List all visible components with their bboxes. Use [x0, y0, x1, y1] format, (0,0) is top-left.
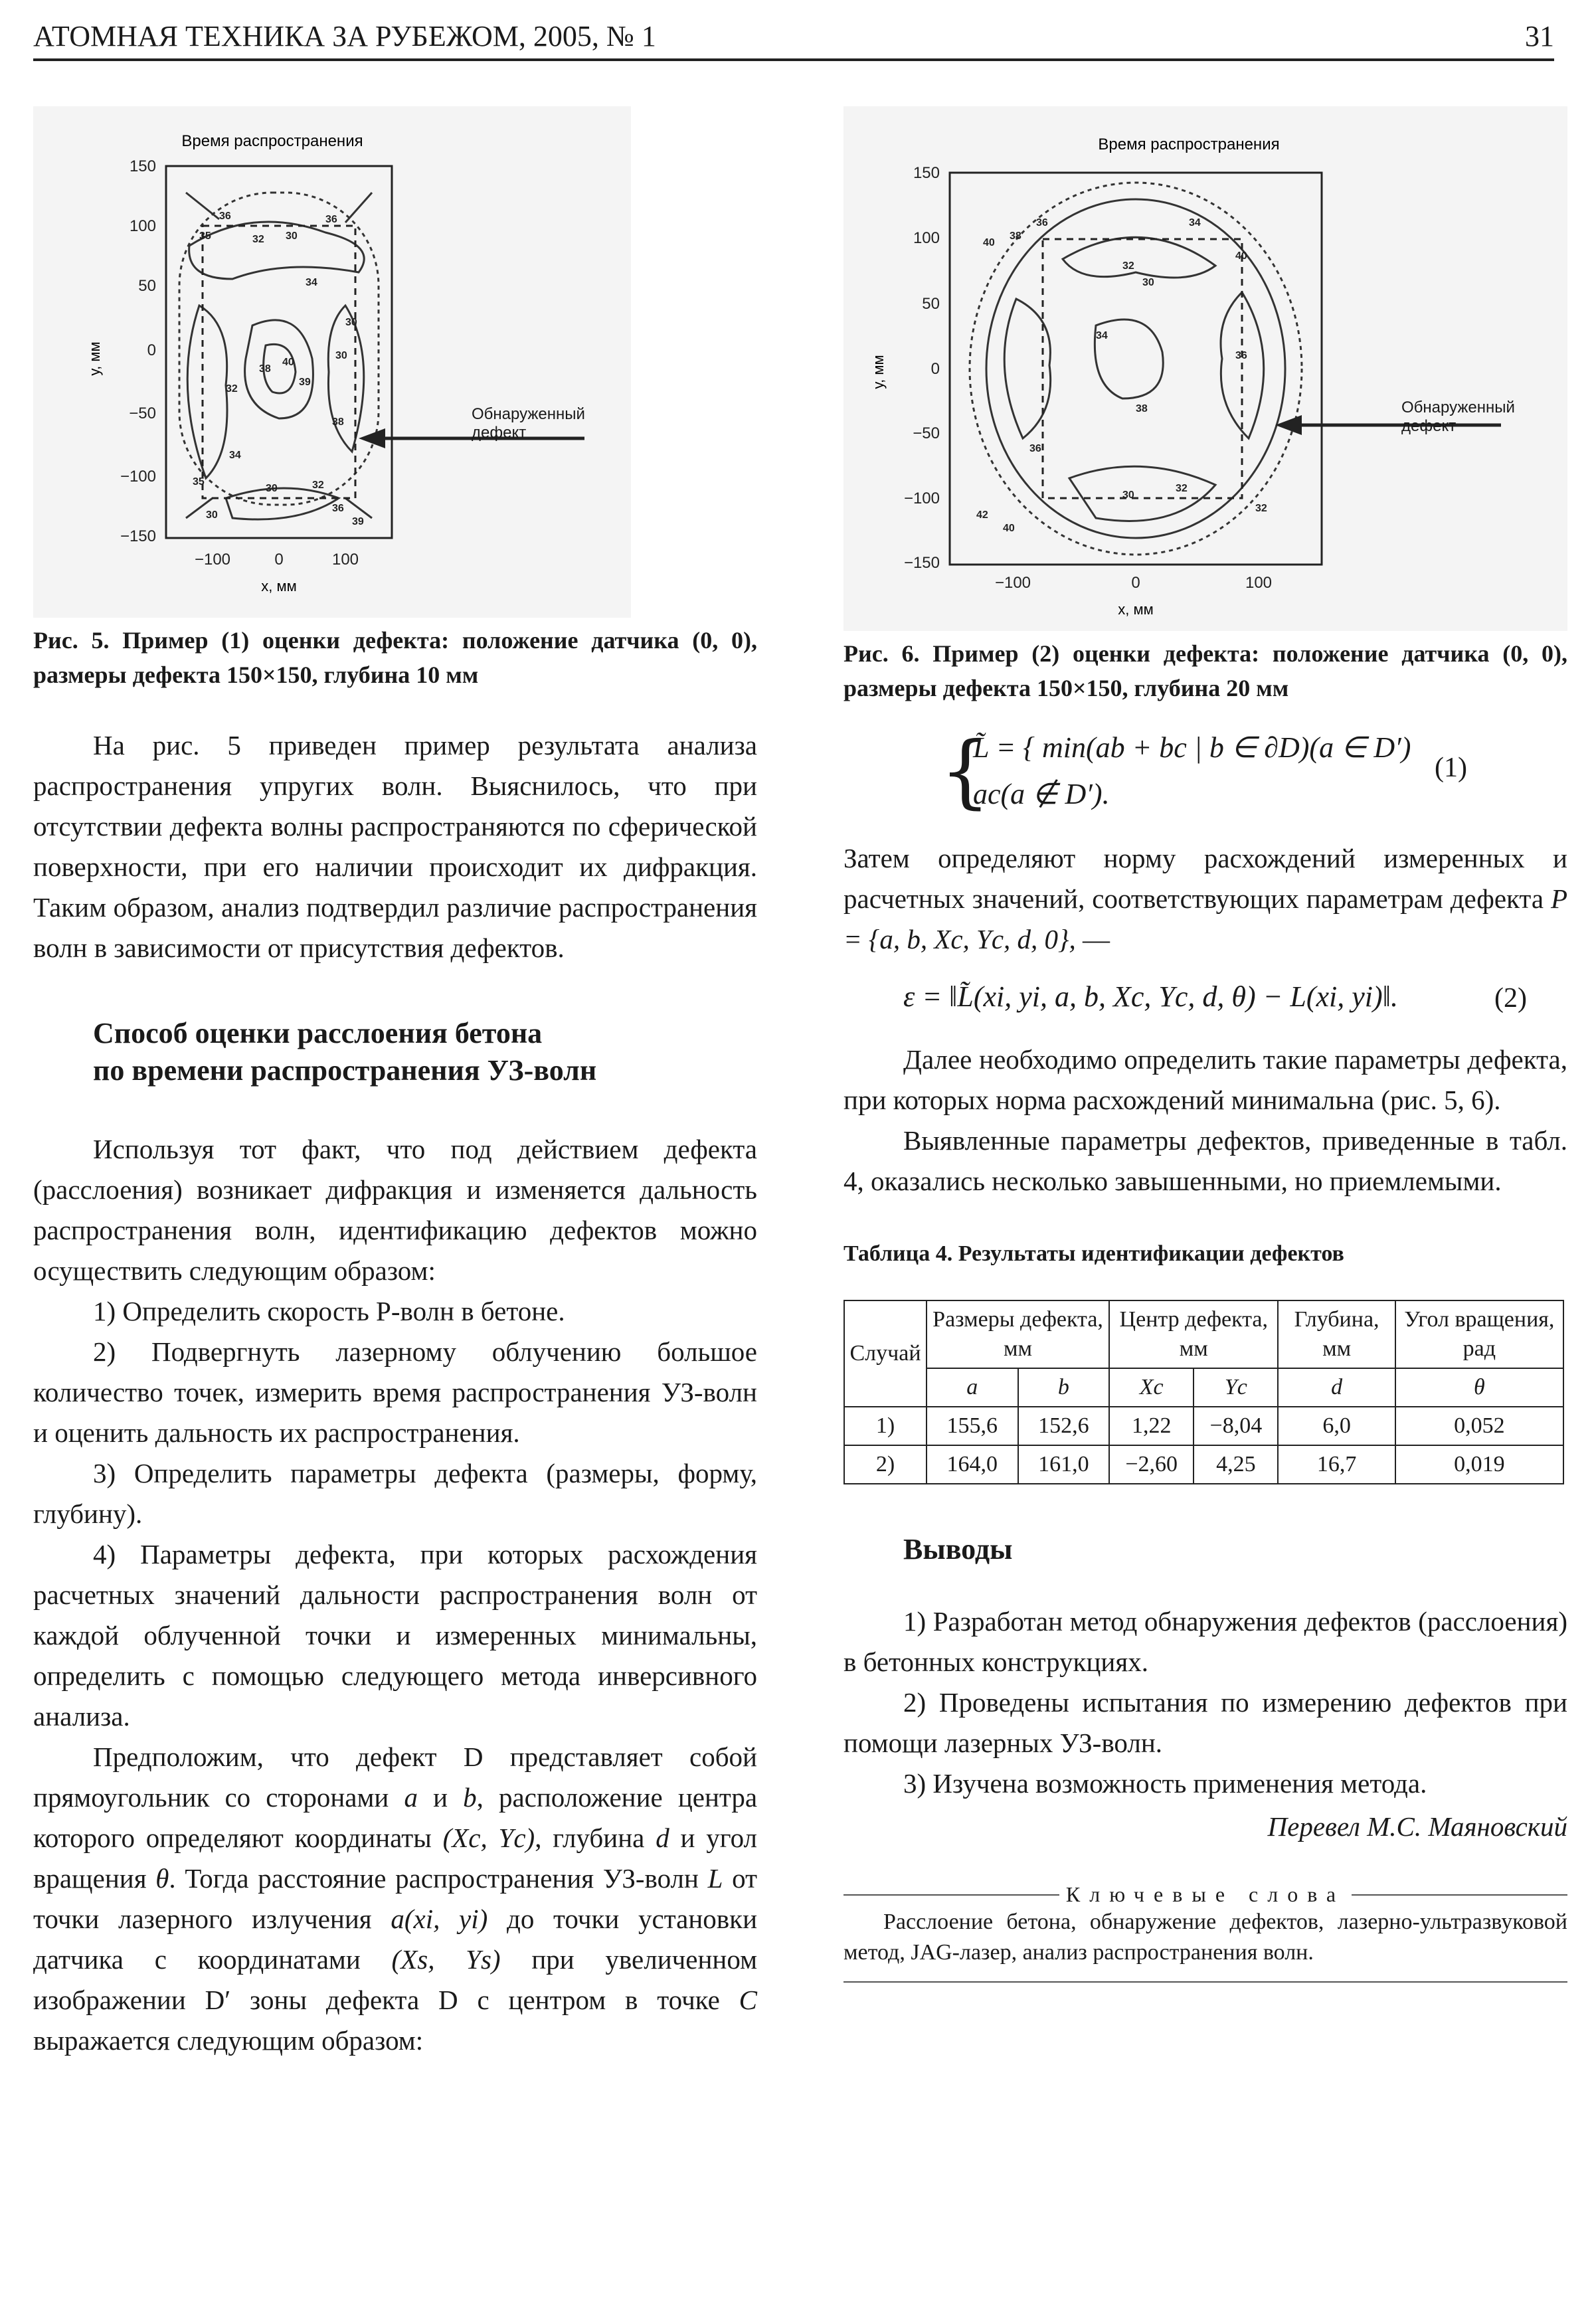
text: , расположение центра которого определяют координаты	[33, 1782, 758, 1853]
var: θ	[155, 1863, 169, 1894]
var: a(xi, yi)	[391, 1904, 488, 1934]
paragraph	[843, 838, 1567, 960]
contour-label: 32	[226, 383, 238, 395]
divider	[1352, 1894, 1567, 1896]
contour-label: 38	[259, 363, 271, 375]
table-caption: Таблица 4. Результаты идентификации дефектов	[843, 1241, 1344, 1266]
y-tick: −50	[913, 424, 940, 442]
x-tick: 100	[331, 551, 359, 569]
text: и	[433, 1782, 448, 1813]
contour-label: 40	[983, 237, 995, 248]
figure-6-caption: Рис. 6. Пример (2) оценки дефекта: положение датчика (0, 0), размеры дефекта 150×150, глубина 20 мм	[843, 640, 1567, 701]
text: до точки установки датчика с координатами	[33, 1904, 758, 1975]
translator-credit: Перевел М.С. Маяновский	[1267, 1811, 1567, 1842]
table-subheader-cell: a	[927, 1368, 1018, 1407]
text: —	[1082, 924, 1110, 954]
table-header-cell: Случай	[844, 1300, 927, 1407]
contour-label: 30	[1142, 277, 1154, 288]
contour-label: 35	[193, 476, 205, 488]
annotation-label: Обнаруженный дефект	[1401, 399, 1515, 435]
keywords-title-row	[843, 1882, 1567, 1907]
contour-label: 40	[282, 357, 294, 368]
formula-2-expression: ε = ‖L̃(xi, yi, a, b, Xc, Yc, d, θ) − L(xi, yi)‖.	[903, 980, 1399, 1013]
paragraph: Далее необходимо определить такие параметры дефекта, при которых норма расхождений минимальна (рис. 5, 6).	[843, 1044, 1567, 1115]
table-cell: 16,7	[1278, 1445, 1395, 1484]
conclusion-item: 2) Проведены испытания по измерению дефектов при помощи лазерных УЗ-волн.	[843, 1687, 1567, 1758]
contour-label: 36	[1029, 443, 1041, 454]
table-cell: 0,019	[1395, 1445, 1563, 1484]
running-header	[33, 13, 1554, 61]
contour-label: 36	[219, 211, 231, 222]
y-tick: −100	[120, 468, 156, 486]
keywords-title: Ключевые слова	[1065, 1882, 1346, 1906]
contour-label: 39	[352, 516, 364, 527]
text: при увеличенном изображении D′ зоны дефекта D с центром в точке	[33, 1944, 758, 2015]
formula-1-number: (1)	[1435, 753, 1467, 783]
contour-label: 42	[976, 509, 988, 521]
table-cell: −2,60	[1109, 1445, 1194, 1484]
paragraph: Используя тот факт, что под действием дефекта (расслоения) возникает дифракция и изменяется дальность распространения волн, идентификацию дефектов можно осуществить следующим образом:	[33, 1134, 757, 1286]
table-header-row	[844, 1300, 1563, 1368]
x-tick: 0	[1131, 574, 1140, 592]
formula-2-number: (2)	[1494, 983, 1527, 1014]
formula-1-brace: {	[940, 725, 991, 818]
table-header-cell: Центр дефекта, мм	[1109, 1300, 1278, 1368]
contour-label: 32	[312, 480, 324, 491]
table-cell: 161,0	[1018, 1445, 1110, 1484]
table-header-cell: Размеры дефекта, мм	[927, 1300, 1109, 1368]
var: a	[404, 1782, 418, 1813]
var: (Xc, Yc)	[442, 1823, 535, 1853]
text: выражается следующим образом:	[33, 2025, 424, 2056]
formula-1-line-1: L̃ = { min(ab + bc | b ∈ ∂D)(a ∈ D′)	[973, 731, 1411, 764]
conclusion-item: 3) Изучена возможность применения метода.	[903, 1768, 1427, 1799]
x-tick: 100	[1245, 574, 1273, 592]
y-tick: 50	[138, 277, 156, 295]
y-tick: −150	[120, 527, 156, 545]
figure-5-xticks	[195, 551, 359, 569]
figure-6-background	[843, 106, 1567, 631]
left-column	[33, 106, 757, 2061]
var: L	[707, 1863, 723, 1894]
table-subheader-row	[844, 1368, 1563, 1407]
table-header-cell: Глубина, мм	[1278, 1300, 1395, 1368]
contour-label: 32	[252, 234, 264, 245]
list-item: 4) Параметры дефекта, при которых расхождения расчетных значений дальности распространения волн от каждой облученной точки и измеренных минимальны, определить с помощью следующего метода инверсивного анализа.	[33, 1539, 757, 1732]
y-axis-label: у, мм	[870, 355, 887, 389]
y-tick: −100	[903, 490, 940, 507]
figure-5-caption: Рис. 5. Пример (1) оценки дефекта: положение датчика (0, 0), размеры дефекта 150×150, глубина 10 мм	[33, 627, 757, 688]
text: Затем определяют норму расхождений измеренных и расчетных значений, соответствующих параметрам дефекта	[843, 843, 1567, 914]
table-cell: 1)	[844, 1407, 927, 1445]
conclusion-item: 1) Разработан метод обнаружения дефектов (расслоения) в бетонных конструкциях.	[843, 1606, 1567, 1677]
contour-label: 32	[1255, 503, 1267, 514]
contour-label: 40	[1003, 523, 1015, 534]
contour-label: 36	[325, 214, 337, 225]
table-cell: 6,0	[1278, 1407, 1395, 1445]
figure-5-title: Время распространения	[181, 132, 363, 150]
var: b	[463, 1782, 477, 1813]
y-tick: 0	[930, 360, 940, 378]
formula-1	[843, 725, 1567, 825]
text: Предположим, что дефект D представляет собой прямоугольник со сторонами	[33, 1742, 757, 1813]
contour-label: 32	[1176, 483, 1188, 494]
x-axis-label: х, мм	[1118, 601, 1154, 618]
y-tick: 150	[913, 164, 940, 182]
table-cell: −8,04	[1194, 1407, 1278, 1445]
conclusions-heading: Выводы	[903, 1533, 1013, 1565]
table-cell: 1,22	[1109, 1407, 1194, 1445]
contour-label: 34	[1189, 217, 1201, 228]
journal-title: АТОМНАЯ ТЕХНИКА ЗА РУБЕЖОМ, 2005, № 1	[33, 20, 656, 52]
x-tick: −100	[194, 551, 231, 569]
contour-label: 40	[1235, 250, 1247, 262]
contour-label: 34	[229, 450, 241, 461]
list-item: 3) Определить параметры дефекта (размеры, форму, глубину).	[33, 1458, 757, 1529]
figure-5	[33, 106, 757, 618]
y-tick: 50	[922, 295, 940, 313]
contour-label: 34	[1096, 330, 1108, 341]
contour-label: 35	[199, 230, 211, 242]
contour-label: 38	[332, 416, 344, 428]
keywords-text: Расслоение бетона, обнаружение дефектов, лазерно-ультразвуковой метод, JAG-лазер, анализ распространения волн.	[843, 1910, 1567, 1965]
table-row	[844, 1445, 1563, 1484]
contour-label: 38	[1010, 230, 1021, 242]
table-cell: 0,052	[1395, 1407, 1563, 1445]
keywords-bottom-rule	[843, 1981, 1567, 1983]
page-number: 31	[1525, 20, 1554, 52]
table-subheader-cell: Xc	[1109, 1368, 1194, 1407]
contour-label: 30	[1122, 490, 1134, 501]
table-subheader-cell: Yc	[1194, 1368, 1278, 1407]
contour-label: 36	[1235, 350, 1247, 361]
annotation-label: Обнаруженный дефект	[472, 405, 585, 442]
figure-6-title: Время распространения	[1098, 135, 1280, 153]
y-tick: 0	[147, 341, 156, 359]
figure-5-plot	[33, 106, 631, 618]
table-row	[844, 1407, 1563, 1445]
var: C	[739, 1985, 758, 2015]
contour-label: 34	[306, 277, 317, 288]
contour-label: 30	[345, 317, 357, 328]
x-axis-label: х, мм	[261, 578, 297, 594]
formula-2	[843, 973, 1567, 1033]
text: , глубина	[535, 1823, 645, 1853]
param-set: P = {a, b, Xc, Yc, d, 0},	[843, 883, 1567, 954]
list-item: 1) Определить скорость Р-волн в бетоне.	[93, 1296, 565, 1326]
paragraph: На рис. 5 приведен пример результата анализа распространения упругих волн. Выяснилось, что при отсутствии дефекта волны распространяются по сферической поверхности, при его наличии происходит их дифракция. Таким образом, анализ подтвердил различие распространения волн в зависимости от присутствия дефектов.	[33, 730, 757, 963]
right-column	[843, 106, 1567, 1983]
results-table	[843, 1300, 1564, 1484]
text: от точки лазерного излучения	[33, 1863, 758, 1934]
y-axis-label: у, мм	[86, 341, 103, 376]
contour-label: 30	[286, 230, 298, 242]
contour-label: 30	[335, 350, 347, 361]
contour-label: 30	[206, 509, 218, 521]
table-cell: 155,6	[927, 1407, 1018, 1445]
divider	[843, 1894, 1059, 1896]
table-cell: 4,25	[1194, 1445, 1278, 1484]
contour-label: 36	[332, 503, 344, 514]
y-tick: 150	[129, 157, 156, 175]
contour-label: 39	[299, 377, 311, 388]
text: и угол вращения	[33, 1823, 758, 1894]
annotation-label-box	[1401, 399, 1561, 458]
section-heading-line-1: Способ оценки расслоения бетона	[93, 1017, 543, 1049]
table-header-cell: Угол вращения, рад	[1395, 1300, 1563, 1368]
contour-label: 32	[1122, 260, 1134, 272]
x-tick: −100	[994, 574, 1031, 592]
paragraph	[33, 1737, 757, 2061]
annotation-label-box	[472, 405, 631, 465]
table-cell: 2)	[844, 1445, 927, 1484]
formula-1-line-2: ac(a ∉ D′).	[973, 778, 1110, 810]
y-tick: 100	[129, 217, 156, 235]
y-tick: −50	[129, 404, 156, 422]
section-heading-line-2: по времени распространения УЗ-волн	[93, 1054, 597, 1087]
contour-label: 38	[1136, 403, 1148, 414]
list-item: 2) Подвергнуть лазерному облучению большое количество точек, измерить время распространения УЗ-волн и оценить дальность их распространения.	[33, 1336, 757, 1448]
table-cell: 164,0	[927, 1445, 1018, 1484]
text: . Тогда расстояние распространения УЗ-волн	[169, 1863, 699, 1894]
var: (Xs, Ys)	[391, 1944, 501, 1975]
table-subheader-cell: d	[1278, 1368, 1395, 1407]
table-subheader-cell: b	[1018, 1368, 1110, 1407]
y-tick: 100	[913, 229, 940, 247]
paragraph: Выявленные параметры дефектов, приведенные в табл. 4, оказались несколько завышенными, но приемлемыми.	[843, 1125, 1567, 1196]
figure-6-plot	[843, 106, 1567, 631]
x-tick: 0	[274, 551, 284, 569]
y-tick: −150	[903, 554, 940, 572]
table-cell: 152,6	[1018, 1407, 1110, 1445]
table-subheader-cell: θ	[1395, 1368, 1563, 1407]
contour-label: 30	[266, 483, 278, 494]
var: d	[656, 1823, 669, 1853]
contour-label: 36	[1036, 217, 1048, 228]
figure-6	[843, 106, 1567, 631]
